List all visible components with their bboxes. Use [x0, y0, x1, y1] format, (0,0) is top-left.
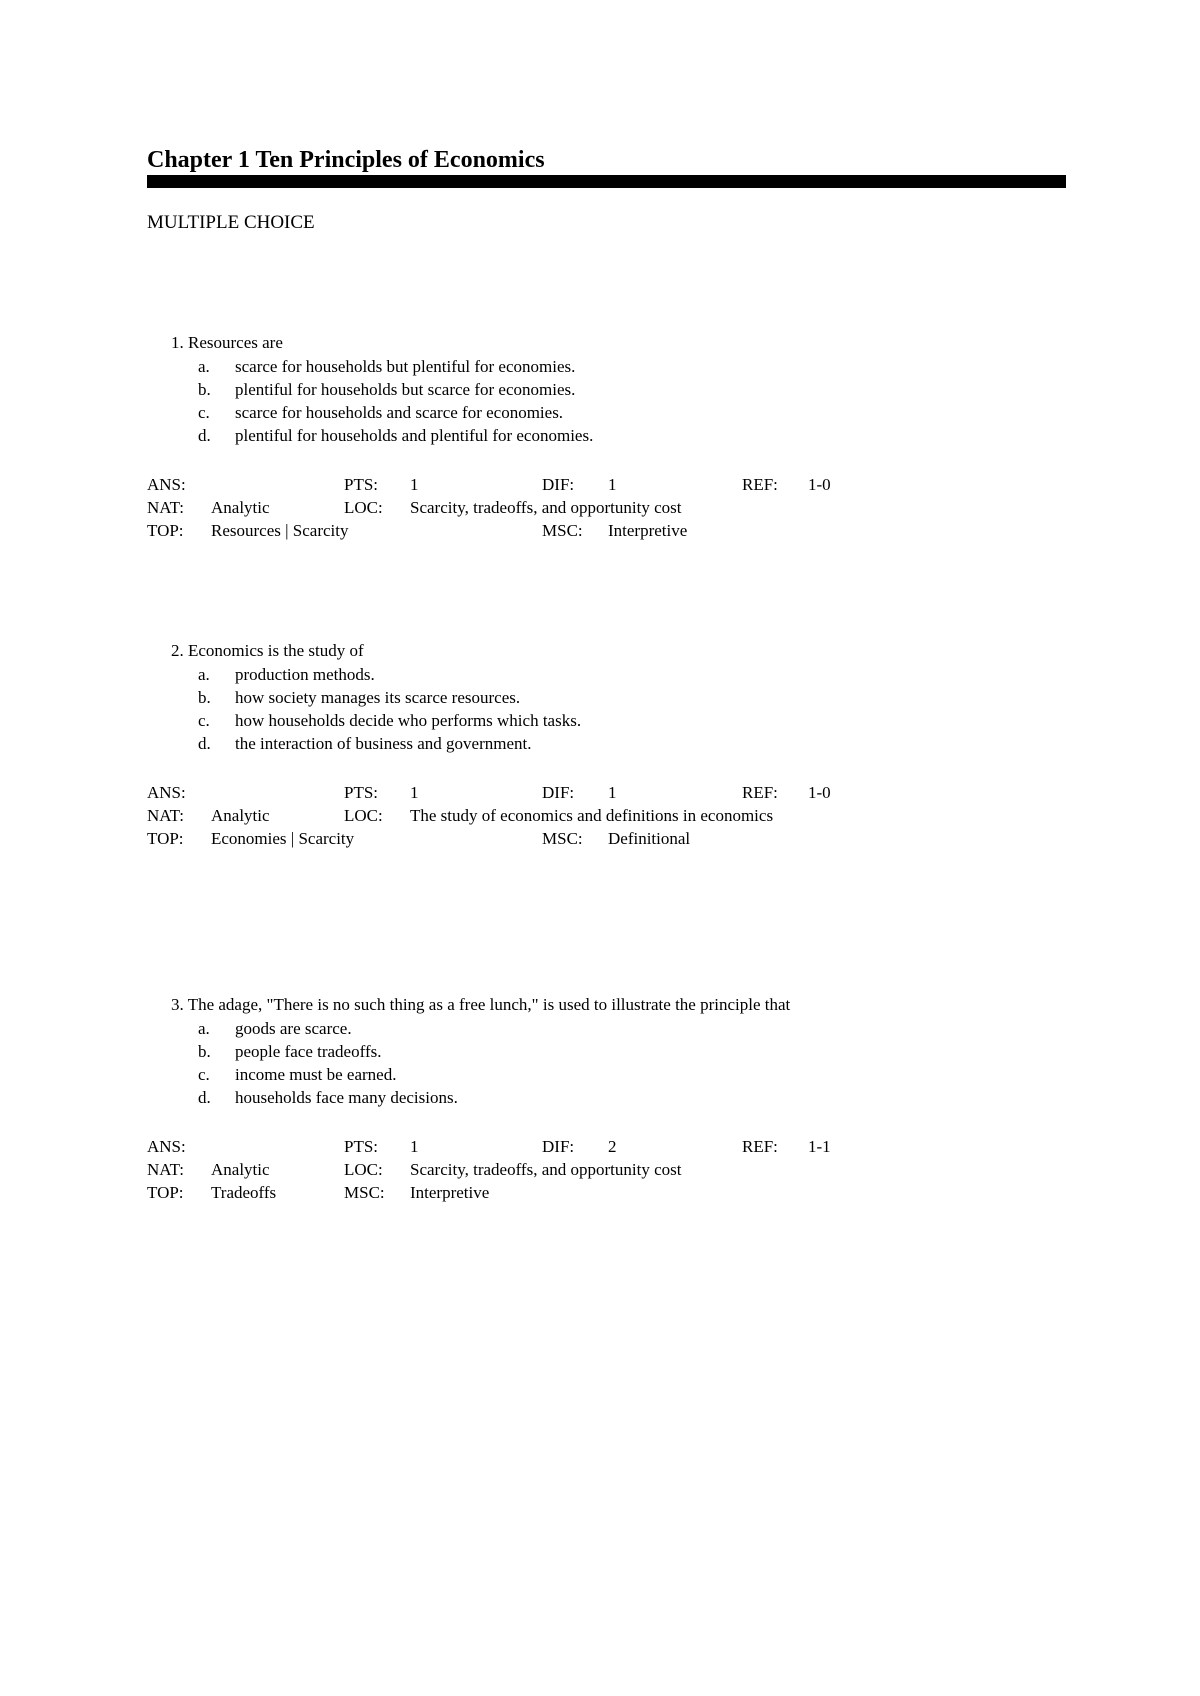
- pts-label: PTS:: [344, 783, 379, 802]
- ans-label: ANS:: [147, 1137, 186, 1156]
- option-letter: c.: [198, 403, 210, 422]
- nat-value: Analytic: [211, 806, 270, 825]
- loc-value: The study of economics and definitions in economics: [410, 806, 774, 825]
- loc-label: LOC:: [344, 1160, 383, 1179]
- msc-value: Interpretive: [608, 521, 688, 540]
- question-text: Economics is the study of: [188, 641, 364, 660]
- question-stem: [171, 641, 364, 661]
- question-number: 3.: [171, 995, 184, 1014]
- ref-value: 1-0: [808, 783, 831, 802]
- question-text: Resources are: [188, 333, 283, 352]
- ref-value: 1-0: [808, 475, 831, 494]
- ans-label: ANS:: [147, 783, 186, 802]
- option-text: goods are scarce.: [235, 1019, 352, 1038]
- ref-value: 1-1: [808, 1137, 831, 1156]
- nat-label: NAT:: [147, 498, 184, 517]
- question-stem: [171, 333, 283, 353]
- nat-value: Analytic: [211, 1160, 270, 1179]
- dif-value: 1: [608, 475, 617, 494]
- option-text: households face many decisions.: [235, 1088, 458, 1107]
- nat-label: NAT:: [147, 1160, 184, 1179]
- option-text: scarce for households but plentiful for economies.: [235, 357, 576, 376]
- msc-label: MSC:: [542, 521, 583, 540]
- question-number: 2.: [171, 641, 184, 660]
- option-text: scarce for households and scarce for economies.: [235, 403, 564, 422]
- title-rule: [147, 175, 1066, 188]
- option-text: income must be earned.: [235, 1065, 397, 1084]
- loc-label: LOC:: [344, 498, 383, 517]
- pts-label: PTS:: [344, 475, 379, 494]
- loc-label: LOC:: [344, 806, 383, 825]
- option-text: plentiful for households and plentiful for economies.: [235, 426, 594, 445]
- option-text: the interaction of business and government.: [235, 734, 532, 753]
- ref-label: REF:: [742, 1137, 778, 1156]
- question-3: [0, 995, 1200, 1215]
- ans-label: ANS:: [147, 475, 186, 494]
- option-letter: b.: [198, 688, 211, 707]
- pts-label: PTS:: [344, 1137, 379, 1156]
- top-label: TOP:: [147, 521, 184, 540]
- chapter-title: Chapter 1 Ten Principles of Economics: [147, 147, 545, 173]
- msc-value: Definitional: [608, 829, 691, 848]
- ref-label: REF:: [742, 783, 778, 802]
- top-value: Tradeoffs: [211, 1183, 277, 1202]
- option-letter: c.: [198, 711, 210, 730]
- option-letter: d.: [198, 426, 211, 445]
- msc-label: MSC:: [344, 1183, 385, 1202]
- loc-value: Scarcity, tradeoffs, and opportunity cost: [410, 1160, 682, 1179]
- msc-value: Interpretive: [410, 1183, 490, 1202]
- option-letter: b.: [198, 380, 211, 399]
- option-text: people face tradeoffs.: [235, 1042, 382, 1061]
- option-text: production methods.: [235, 665, 375, 684]
- top-value: Resources | Scarcity: [211, 521, 349, 540]
- section-heading: MULTIPLE CHOICE: [147, 212, 315, 233]
- pts-value: 1: [410, 783, 419, 802]
- dif-value: 1: [608, 783, 617, 802]
- dif-value: 2: [608, 1137, 617, 1156]
- top-label: TOP:: [147, 829, 184, 848]
- option-text: how society manages its scarce resources.: [235, 688, 521, 707]
- option-text: plentiful for households but scarce for economies.: [235, 380, 576, 399]
- msc-label: MSC:: [542, 829, 583, 848]
- option-letter: c.: [198, 1065, 210, 1084]
- nat-label: NAT:: [147, 806, 184, 825]
- question-stem: [171, 995, 790, 1015]
- option-text: how households decide who performs which tasks.: [235, 711, 582, 730]
- question-text: The adage, "There is no such thing as a free lunch," is used to illustrate the principle that: [187, 995, 791, 1014]
- option-letter: a.: [198, 665, 210, 684]
- question-1: [0, 333, 1200, 553]
- top-value: Economies | Scarcity: [211, 829, 355, 848]
- nat-value: Analytic: [211, 498, 270, 517]
- option-letter: a.: [198, 1019, 210, 1038]
- dif-label: DIF:: [542, 783, 575, 802]
- option-letter: d.: [198, 734, 211, 753]
- loc-value: Scarcity, tradeoffs, and opportunity cost: [410, 498, 682, 517]
- dif-label: DIF:: [542, 475, 575, 494]
- dif-label: DIF:: [542, 1137, 575, 1156]
- pts-value: 1: [410, 475, 419, 494]
- option-letter: b.: [198, 1042, 211, 1061]
- option-letter: a.: [198, 357, 210, 376]
- ref-label: REF:: [742, 475, 778, 494]
- pts-value: 1: [410, 1137, 419, 1156]
- top-label: TOP:: [147, 1183, 184, 1202]
- question-number: 1.: [171, 333, 184, 352]
- question-2: [0, 641, 1200, 861]
- option-letter: d.: [198, 1088, 211, 1107]
